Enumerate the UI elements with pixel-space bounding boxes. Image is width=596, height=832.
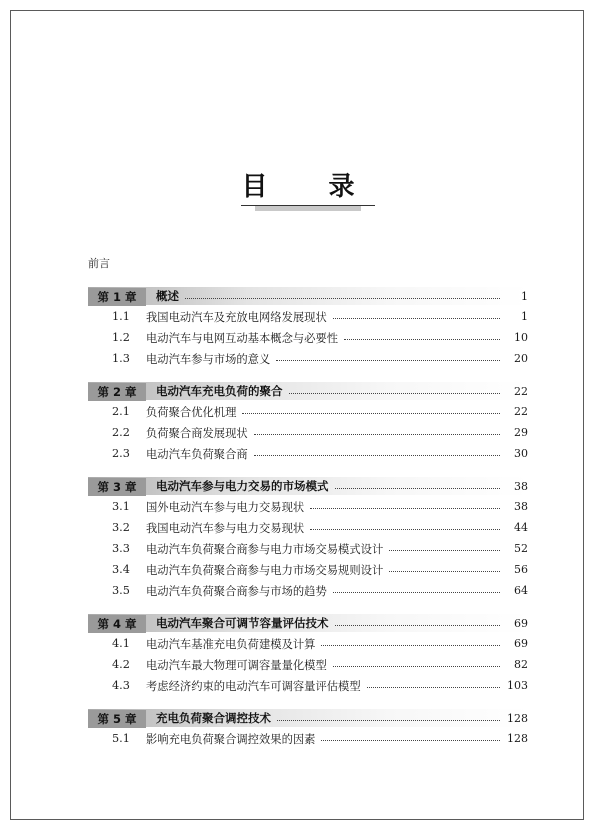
- dot-leader: [310, 519, 500, 530]
- section-title: 电动汽车最大物理可调容量量化模型: [146, 658, 327, 672]
- page-number: 64: [514, 584, 528, 597]
- page-number: 1: [521, 310, 528, 323]
- section-entry[interactable]: [88, 443, 528, 464]
- section-entry[interactable]: [88, 633, 528, 654]
- section-number: 2.1: [112, 405, 130, 418]
- page-number: 69: [514, 616, 528, 630]
- section-number: 3.2: [112, 521, 130, 534]
- chapter-entry[interactable]: [88, 381, 528, 401]
- section-title: 电动汽车负荷聚合商参与电力市场交易规则设计: [146, 563, 384, 577]
- section-entry[interactable]: [88, 675, 528, 696]
- section-number: 4.2: [112, 658, 130, 671]
- dot-leader: [185, 288, 500, 299]
- chapter-spacer: [88, 601, 528, 613]
- section-entry[interactable]: [88, 348, 528, 369]
- dot-leader: [367, 677, 500, 688]
- page-number: 103: [507, 679, 528, 692]
- section-title: 我国电动汽车参与电力交易现状: [146, 521, 305, 535]
- section-title: 电动汽车负荷聚合商: [146, 447, 248, 461]
- dot-leader: [254, 445, 500, 456]
- chapter-entry[interactable]: [88, 708, 528, 728]
- section-number: 2.2: [112, 426, 130, 439]
- title-underline-shadow: [255, 206, 361, 211]
- page-number: 22: [514, 384, 528, 398]
- page-number: 52: [514, 542, 528, 555]
- dot-leader: [321, 730, 500, 741]
- page-number: 30: [514, 447, 528, 460]
- section-title: 考虑经济约束的电动汽车可调容量评估模型: [146, 679, 361, 693]
- page-number: 82: [514, 658, 528, 671]
- section-number: 2.3: [112, 447, 130, 460]
- chapter-number: 第 1 章: [88, 288, 146, 306]
- dot-leader: [333, 582, 500, 593]
- section-entry[interactable]: [88, 654, 528, 675]
- page-number: 10: [514, 331, 528, 344]
- dot-leader: [310, 498, 500, 509]
- section-title: 负荷聚合商发展现状: [146, 426, 248, 440]
- page-number: 44: [514, 521, 528, 534]
- chapter-block: [88, 476, 528, 601]
- section-entry[interactable]: [88, 517, 528, 538]
- dot-leader: [276, 350, 500, 361]
- section-title: 电动汽车与电网互动基本概念与必要性: [146, 331, 339, 345]
- section-title: 负荷聚合优化机理: [146, 405, 237, 419]
- section-entry[interactable]: [88, 496, 528, 517]
- page-number: 38: [514, 479, 528, 493]
- chapter-number: 第 4 章: [88, 615, 146, 633]
- chapter-number: 第 5 章: [88, 710, 146, 728]
- section-number: 3.1: [112, 500, 130, 513]
- section-title: 电动汽车负荷聚合商参与市场的趋势: [146, 584, 327, 598]
- section-entry[interactable]: [88, 401, 528, 422]
- page-number: 1: [521, 289, 528, 303]
- section-number: 4.3: [112, 679, 130, 692]
- page-number: 20: [514, 352, 528, 365]
- dot-leader: [344, 329, 500, 340]
- chapter-number: 第 2 章: [88, 383, 146, 401]
- section-number: 1.1: [112, 310, 130, 323]
- dot-leader: [242, 403, 500, 414]
- chapter-block: [88, 708, 528, 749]
- section-entry[interactable]: [88, 327, 528, 348]
- section-entry[interactable]: [88, 306, 528, 327]
- section-number: 5.1: [112, 732, 130, 745]
- page-number: 128: [507, 711, 528, 725]
- dot-leader: [389, 540, 500, 551]
- chapter-entry[interactable]: [88, 613, 528, 633]
- dot-leader: [289, 383, 501, 394]
- section-number: 3.3: [112, 542, 130, 555]
- chapter-title: 电动汽车充电负荷的聚合: [156, 384, 283, 398]
- dot-leader: [321, 635, 500, 646]
- page-number: 38: [514, 500, 528, 513]
- chapter-title: 电动汽车聚合可调节容量评估技术: [156, 616, 329, 630]
- chapter-title: 充电负荷聚合调控技术: [156, 711, 271, 725]
- dot-leader: [335, 615, 501, 626]
- preface-entry[interactable]: 前言: [88, 257, 110, 270]
- section-title: 我国电动汽车及充放电网络发展现状: [146, 310, 327, 324]
- page-number: 29: [514, 426, 528, 439]
- dot-leader: [333, 308, 500, 319]
- chapter-block: [88, 381, 528, 464]
- section-number: 1.3: [112, 352, 130, 365]
- chapter-block: [88, 613, 528, 696]
- dot-leader: [277, 710, 500, 721]
- dot-leader: [333, 656, 500, 667]
- section-title: 国外电动汽车参与电力交易现状: [146, 500, 305, 514]
- section-number: 3.5: [112, 584, 130, 597]
- section-title: 电动汽车负荷聚合商参与电力市场交易模式设计: [146, 542, 384, 556]
- section-entry[interactable]: [88, 538, 528, 559]
- chapter-title: 电动汽车参与电力交易的市场模式: [156, 479, 329, 493]
- page-title: 目 录: [241, 172, 381, 202]
- section-title: 影响充电负荷聚合调控效果的因素: [146, 732, 316, 746]
- chapter-entry[interactable]: [88, 476, 528, 496]
- chapter-entry[interactable]: [88, 286, 528, 306]
- section-title: 电动汽车参与市场的意义: [146, 352, 271, 366]
- section-number: 3.4: [112, 563, 130, 576]
- section-entry[interactable]: [88, 580, 528, 601]
- page-number: 22: [514, 405, 528, 418]
- dot-leader: [335, 478, 501, 489]
- chapter-block: [88, 286, 528, 369]
- dot-leader: [389, 561, 500, 572]
- page-number: 128: [507, 732, 528, 745]
- chapter-title: 概述: [156, 289, 179, 303]
- chapter-spacer: [88, 369, 528, 381]
- section-entry[interactable]: [88, 559, 528, 580]
- section-title: 电动汽车基准充电负荷建模及计算: [146, 637, 316, 651]
- chapter-spacer: [88, 464, 528, 476]
- page-number: 56: [514, 563, 528, 576]
- dot-leader: [254, 424, 500, 435]
- section-entry[interactable]: [88, 728, 528, 749]
- section-entry[interactable]: [88, 422, 528, 443]
- section-number: 4.1: [112, 637, 130, 650]
- chapter-number: 第 3 章: [88, 478, 146, 496]
- section-number: 1.2: [112, 331, 130, 344]
- page-number: 69: [514, 637, 528, 650]
- table-of-contents: [88, 286, 528, 749]
- chapter-spacer: [88, 696, 528, 708]
